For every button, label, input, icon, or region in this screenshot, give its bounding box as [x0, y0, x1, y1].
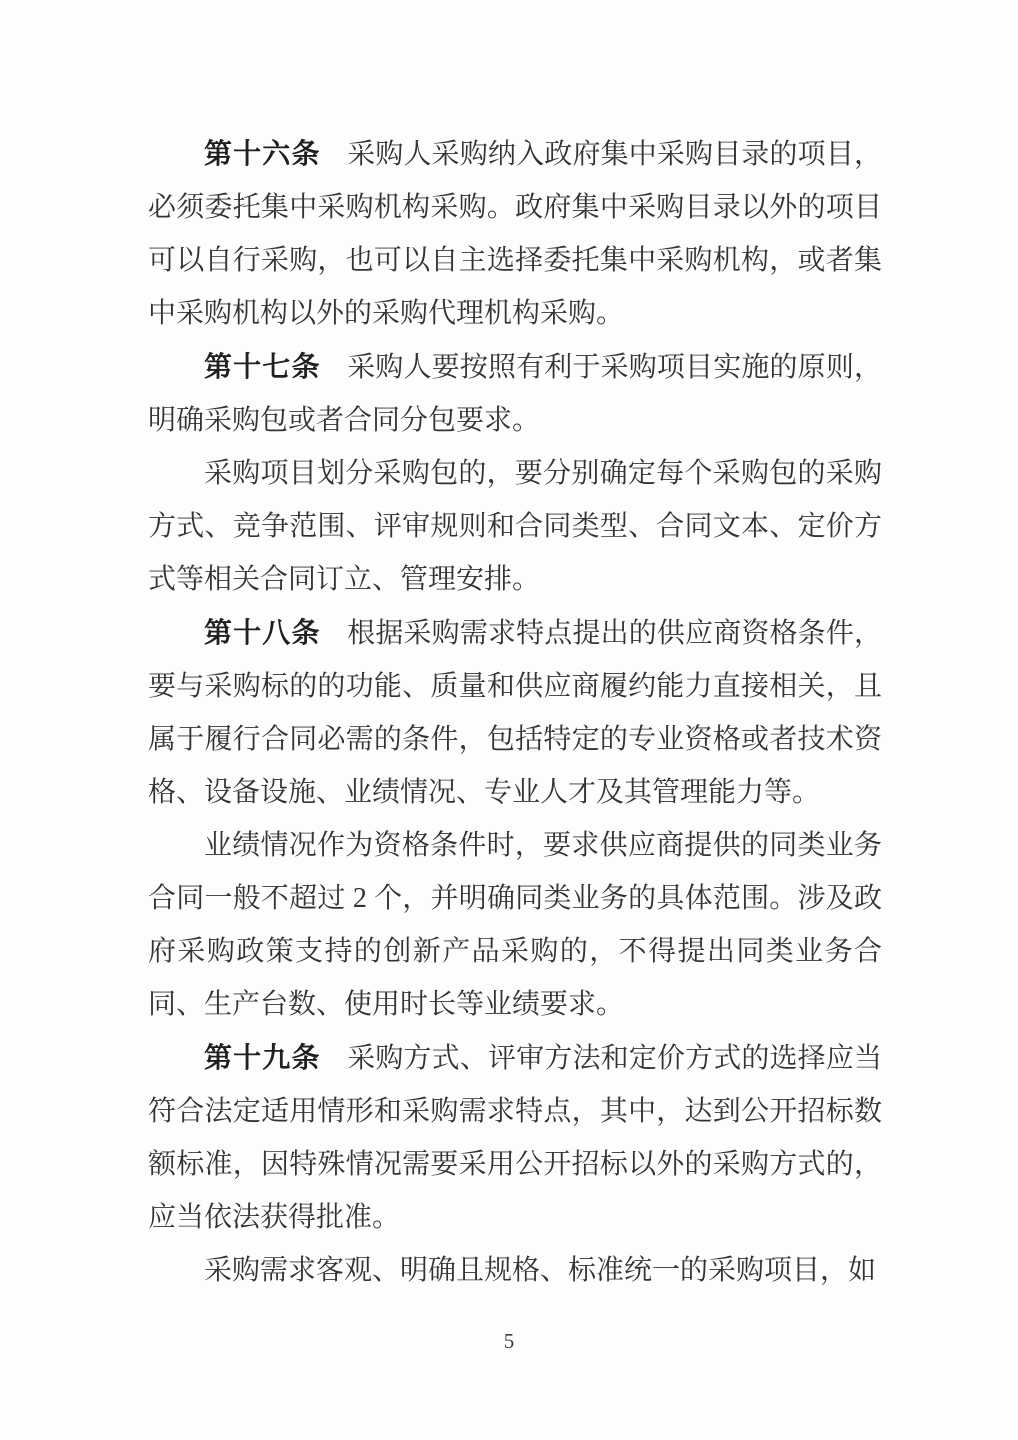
article-19-text: 采购方式、评审方法和定价方式的选择应当符合法定适用情形和采购需求特点，其中，达到公开招标数额标准，因特殊情况需要采用公开招标以外的采购方式的，应当依法获得批准。 — [148, 1043, 882, 1233]
article-17-sub-text: 采购项目划分采购包的，要分别确定每个采购包的采购方式、竞争范围、评审规则和合同类型、合同文本、定价方式等相关合同订立、管理安排。 — [148, 458, 882, 595]
paragraph-article-17 — [148, 340, 882, 447]
article-16-text: 采购人采购纳入政府集中采购目录的项目，必须委托集中采购机构采购。政府集中采购目录以外的项目可以自行采购，也可以自主选择委托集中采购机构，或者集中采购机构以外的采购代理机构采购。 — [148, 139, 882, 329]
paragraph-article-17-sub — [148, 447, 882, 606]
paragraph-article-16 — [148, 127, 882, 340]
page-number: 5 — [503, 1329, 515, 1353]
paragraph-article-19-sub — [148, 1244, 882, 1297]
paragraph-article-18 — [148, 606, 882, 819]
paragraph-article-18-sub — [148, 819, 882, 1031]
article-17-text: 采购人要按照有利于采购项目实施的原则，明确采购包或者合同分包要求。 — [148, 352, 882, 436]
article-18-text: 根据采购需求特点提出的供应商资格条件，要与采购标的的功能、质量和供应商履约能力直接相关，且属于履行合同必需的条件，包括特定的专业资格或者技术资格、设备设施、业绩情况、专业人才及其管理能力等。 — [148, 618, 882, 808]
article-18-sub-text: 业绩情况作为资格条件时，要求供应商提供的同类业务合同一般不超过 2 个，并明确同类业务的具体范围。涉及政府采购政策支持的创新产品采购的，不得提出同类业务合同、生产台数、使用时长等业绩要求。 — [148, 830, 882, 1020]
article-17-number: 第十七条 — [204, 351, 321, 382]
paragraph-article-19 — [148, 1031, 882, 1244]
article-19-sub-text: 采购需求客观、明确且规格、标准统一的采购项目，如 — [204, 1255, 877, 1286]
document-text-block — [148, 127, 882, 1297]
article-19-number: 第十九条 — [204, 1042, 321, 1073]
article-16-number: 第十六条 — [204, 138, 321, 169]
article-18-number: 第十八条 — [204, 617, 321, 648]
